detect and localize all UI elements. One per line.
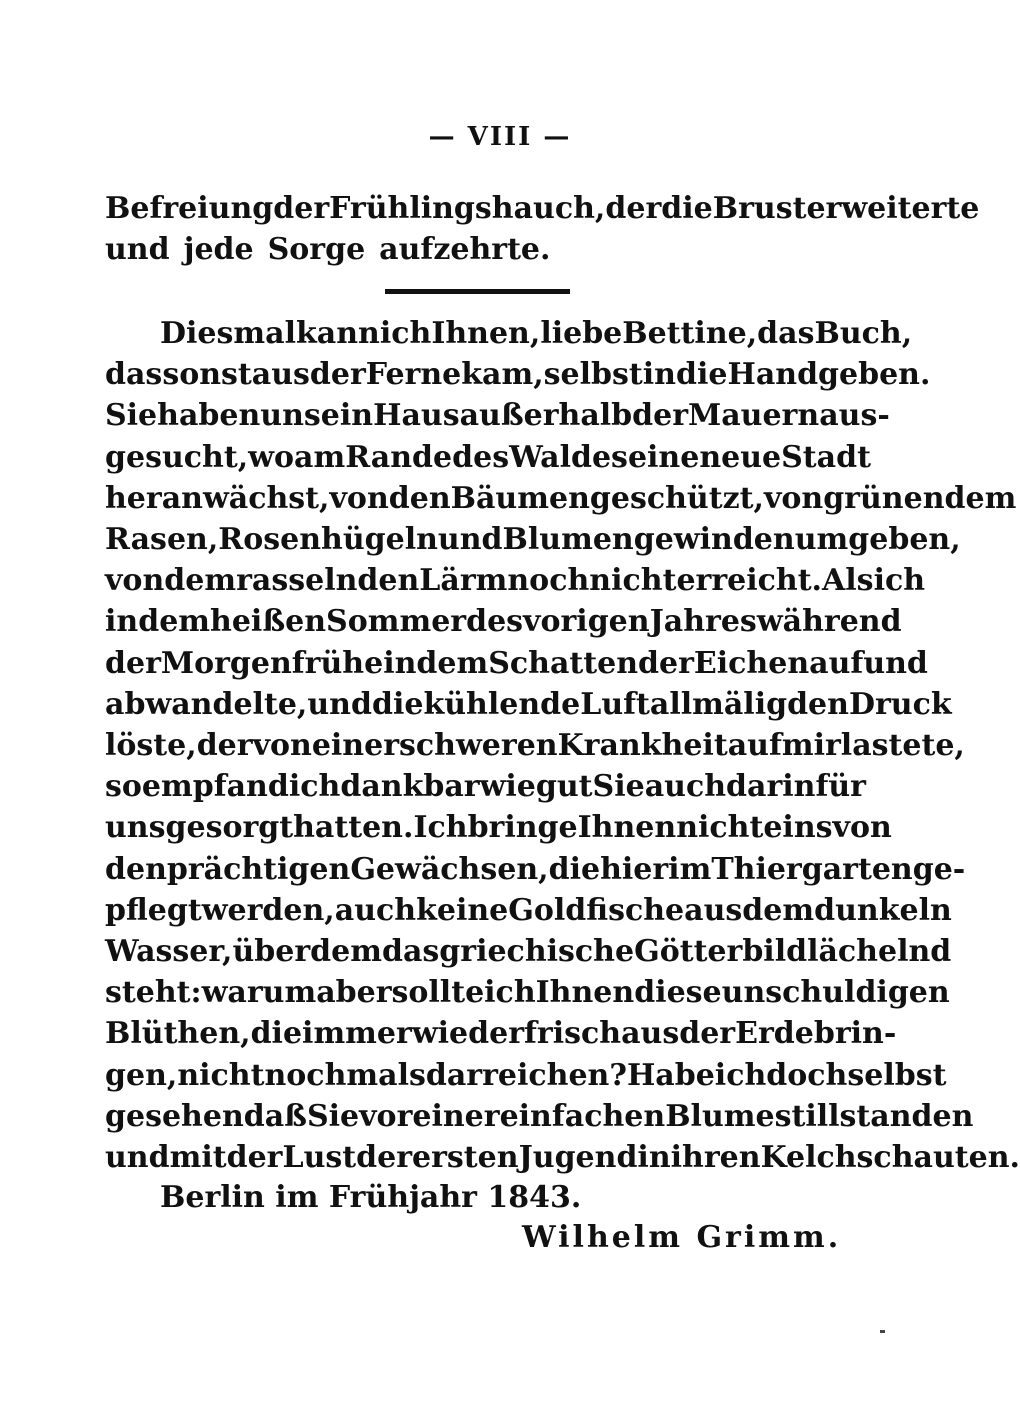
word: vorigen — [523, 604, 650, 640]
word: mir — [781, 728, 841, 763]
word: von — [763, 480, 824, 516]
word: erweiterte — [806, 191, 980, 226]
word: Sie — [592, 769, 645, 805]
word: Waldes — [509, 439, 628, 475]
word: liebe — [540, 316, 623, 351]
word: Krankheit — [557, 728, 728, 763]
text-line — [105, 1014, 897, 1054]
word: die — [371, 686, 424, 722]
word: und — [863, 645, 928, 681]
text-line — [105, 602, 902, 642]
word: ersten — [412, 1140, 519, 1175]
text-line — [105, 230, 853, 270]
word: schweren — [399, 728, 558, 763]
word: im — [668, 851, 712, 887]
text-line — [105, 1138, 1020, 1178]
word: und — [105, 1140, 170, 1175]
word: prächtigen — [166, 851, 351, 887]
word: dem — [310, 934, 382, 969]
word: von — [329, 480, 389, 516]
word: Haus — [373, 398, 460, 434]
word: einfachen — [499, 1098, 666, 1134]
word: für — [815, 769, 866, 805]
word: der — [105, 645, 161, 681]
word: aus — [621, 1016, 680, 1052]
word: lastete, — [840, 728, 965, 763]
text-line — [105, 726, 965, 766]
word: und — [307, 686, 372, 722]
word: ich — [484, 975, 536, 1011]
word: so — [105, 769, 142, 805]
word: aus — [684, 892, 743, 928]
word: daß — [243, 1098, 307, 1134]
word: wo — [248, 439, 294, 475]
word: des — [466, 604, 524, 640]
word: Brust — [712, 191, 807, 226]
word: nicht — [676, 810, 764, 846]
word: auch — [334, 892, 417, 928]
text-line — [105, 520, 961, 560]
word: geben. — [818, 357, 931, 393]
word: diese — [634, 975, 722, 1011]
word: Frühlingshauch, — [329, 191, 606, 226]
text-line — [105, 561, 926, 601]
word: Mauern — [688, 398, 820, 434]
word: still — [774, 1098, 840, 1134]
word: Rande — [345, 439, 453, 475]
word: der — [632, 398, 689, 434]
word: das — [105, 357, 163, 393]
word: Ich — [413, 810, 468, 846]
word: heißen — [210, 604, 327, 640]
word: am — [294, 439, 346, 475]
word: erreicht. — [676, 563, 822, 599]
word: einer — [311, 728, 400, 763]
word: doch — [766, 1057, 848, 1093]
word: die — [250, 1016, 303, 1052]
text-line — [105, 438, 871, 478]
word: wieder — [411, 1016, 525, 1052]
word: neue — [699, 439, 782, 475]
word: Habe — [626, 1057, 715, 1093]
word: Gewächsen, — [350, 851, 549, 887]
word: hatten. — [293, 810, 414, 846]
word: nicht — [589, 563, 677, 599]
word: steht: — [105, 975, 202, 1011]
word: bringe — [467, 810, 578, 846]
word: ich — [873, 563, 926, 599]
text-line — [105, 850, 966, 890]
word: ab — [105, 686, 146, 722]
word: Ihnen, — [431, 316, 541, 351]
word: mit — [169, 1140, 227, 1175]
word: dem — [164, 563, 237, 599]
word: gesehen — [105, 1098, 244, 1134]
word: Lärm — [419, 563, 508, 599]
word: den — [388, 480, 451, 516]
place-date-line: Berlin im Frühjahr 1843. — [160, 1180, 582, 1215]
word: dem — [742, 892, 815, 928]
word: Rosenhügeln — [218, 522, 438, 557]
word: der — [273, 191, 330, 226]
word: in — [105, 604, 139, 640]
word: rasselnden — [236, 563, 420, 599]
word: Befreiung — [105, 191, 274, 226]
word: Bettine, — [622, 316, 758, 351]
text-line — [105, 932, 952, 972]
word: die — [661, 191, 713, 226]
word: über — [232, 934, 311, 969]
word: sollte — [391, 975, 485, 1011]
word: Sorge — [267, 232, 366, 267]
word: der — [309, 357, 366, 393]
word: den — [787, 686, 849, 722]
word: der — [356, 1140, 413, 1175]
word: eine — [627, 439, 700, 475]
word: auf — [809, 645, 864, 681]
word: das — [381, 934, 440, 969]
word: Ferne — [365, 357, 462, 393]
word: grünendem — [823, 480, 1017, 516]
word: Blüthen, — [105, 1016, 251, 1052]
word: der — [605, 191, 662, 226]
word: der — [196, 728, 253, 763]
word: gesucht, — [105, 439, 249, 475]
word: vor — [359, 1098, 413, 1134]
word: Blume — [665, 1098, 775, 1134]
word: in — [642, 357, 676, 393]
word: Kelch — [760, 1140, 857, 1175]
text-line — [105, 396, 890, 436]
scan-speck — [880, 1330, 885, 1333]
word: nochmals — [264, 1057, 426, 1093]
word: die — [676, 357, 728, 393]
word: Bäumen — [450, 480, 590, 516]
word: keine — [416, 892, 509, 928]
word: uns — [105, 810, 166, 846]
word: Rasen, — [105, 522, 219, 557]
text-line — [105, 973, 950, 1013]
word: von — [832, 810, 892, 846]
text-line — [105, 891, 952, 931]
word: Diesmal — [160, 316, 296, 351]
signature: Wilhelm Grimm. — [522, 1220, 842, 1255]
word: kühlende — [423, 686, 581, 722]
word: empfand — [141, 769, 289, 805]
word: selbst — [543, 357, 643, 393]
word: unschuldigen — [721, 975, 950, 1011]
word: werden, — [201, 892, 335, 928]
word: kam, — [461, 357, 544, 393]
word: Sie — [105, 398, 158, 434]
text-line — [105, 189, 980, 229]
word: umgeben, — [794, 522, 961, 557]
word: immer — [302, 1016, 412, 1052]
word: auch — [644, 769, 727, 805]
word: ich — [714, 1057, 767, 1093]
word: und — [105, 232, 170, 267]
word: Blumengewinden — [502, 522, 795, 557]
word: und — [437, 522, 503, 557]
word: hier — [600, 851, 669, 887]
word: pflegt — [105, 892, 202, 928]
word: den — [105, 851, 167, 887]
word: ich — [288, 769, 341, 805]
word: noch — [507, 563, 590, 599]
word: Lust — [282, 1140, 357, 1175]
word: gen, — [105, 1057, 178, 1093]
word: eins — [763, 810, 833, 846]
section-divider — [385, 289, 570, 294]
word: wandelte, — [145, 686, 308, 722]
word: dem — [138, 604, 211, 640]
word: der — [226, 1140, 283, 1175]
word: Sommer — [326, 604, 467, 640]
word: Wasser, — [105, 934, 233, 969]
word: Hand — [727, 357, 819, 393]
word: nicht — [177, 1057, 265, 1093]
word: Buch, — [814, 316, 913, 351]
text-line — [160, 314, 913, 354]
word: gesorgt — [165, 810, 294, 846]
word: Stadt — [781, 439, 871, 475]
word: ein — [320, 398, 374, 434]
word: Jugend — [518, 1140, 638, 1175]
word: der — [638, 645, 694, 681]
text-line — [105, 1097, 974, 1137]
text-line — [105, 1056, 947, 1096]
word: aber — [316, 975, 392, 1011]
word: ihren — [670, 1140, 761, 1175]
word: darin — [726, 769, 816, 805]
word: Als — [822, 563, 874, 599]
word: Schatten — [488, 645, 639, 681]
word: Ihnen — [535, 975, 635, 1011]
word: sonst — [162, 357, 252, 393]
word: ge- — [912, 851, 966, 887]
word: griechische — [439, 934, 635, 969]
word: lächelnd — [807, 934, 952, 969]
word: von — [105, 563, 165, 599]
text-line — [105, 767, 866, 807]
word: jede — [183, 232, 254, 267]
word: gut — [535, 769, 593, 805]
word: uns — [260, 398, 321, 434]
word: während — [756, 604, 902, 640]
text-line — [105, 644, 928, 684]
word: dunkeln — [814, 892, 952, 928]
word: geschützt, — [589, 480, 764, 516]
word: standen — [839, 1098, 974, 1134]
word: von — [252, 728, 312, 763]
word: darreichen? — [425, 1057, 627, 1093]
word: Thiergarten — [711, 851, 913, 887]
word: löste, — [105, 728, 197, 763]
word: aus — [251, 357, 310, 393]
word: Druck — [848, 686, 952, 722]
text-line — [105, 479, 1017, 519]
word: Sie — [306, 1098, 360, 1134]
word: Morgenfrühe — [160, 645, 384, 681]
word: haben — [157, 398, 261, 434]
word: das — [757, 316, 815, 351]
word: kann — [295, 316, 380, 351]
word: in — [383, 645, 417, 681]
word: Eichen — [693, 645, 810, 681]
word: der — [679, 1016, 736, 1052]
text-line — [105, 355, 931, 395]
word: des — [452, 439, 510, 475]
word: Goldfische — [508, 892, 685, 928]
word: Götterbild — [634, 934, 808, 969]
word: dankbar — [340, 769, 480, 805]
word: wie — [479, 769, 536, 805]
word: heranwächst, — [105, 480, 330, 516]
word: ich — [379, 316, 432, 351]
word: Luft — [580, 686, 650, 722]
page-number: — VIII — — [428, 122, 572, 152]
word: aus- — [819, 398, 890, 434]
word: in — [637, 1140, 671, 1175]
word: warum — [201, 975, 317, 1011]
word: Ihnen — [577, 810, 677, 846]
word: Erde — [735, 1016, 814, 1052]
word: einer — [412, 1098, 500, 1134]
word: aufzehrte. — [379, 232, 551, 267]
text-line — [105, 685, 952, 725]
word: die — [548, 851, 601, 887]
word: schauten. — [856, 1140, 1020, 1175]
word: allmälig — [649, 686, 788, 722]
word: auf — [727, 728, 782, 763]
text-line — [105, 808, 892, 848]
word: brin- — [813, 1016, 897, 1052]
word: Jahres — [649, 604, 757, 640]
word: dem — [416, 645, 489, 681]
word: selbst — [847, 1057, 947, 1093]
word: frisch — [524, 1016, 622, 1052]
word: außerhalb — [459, 398, 633, 434]
